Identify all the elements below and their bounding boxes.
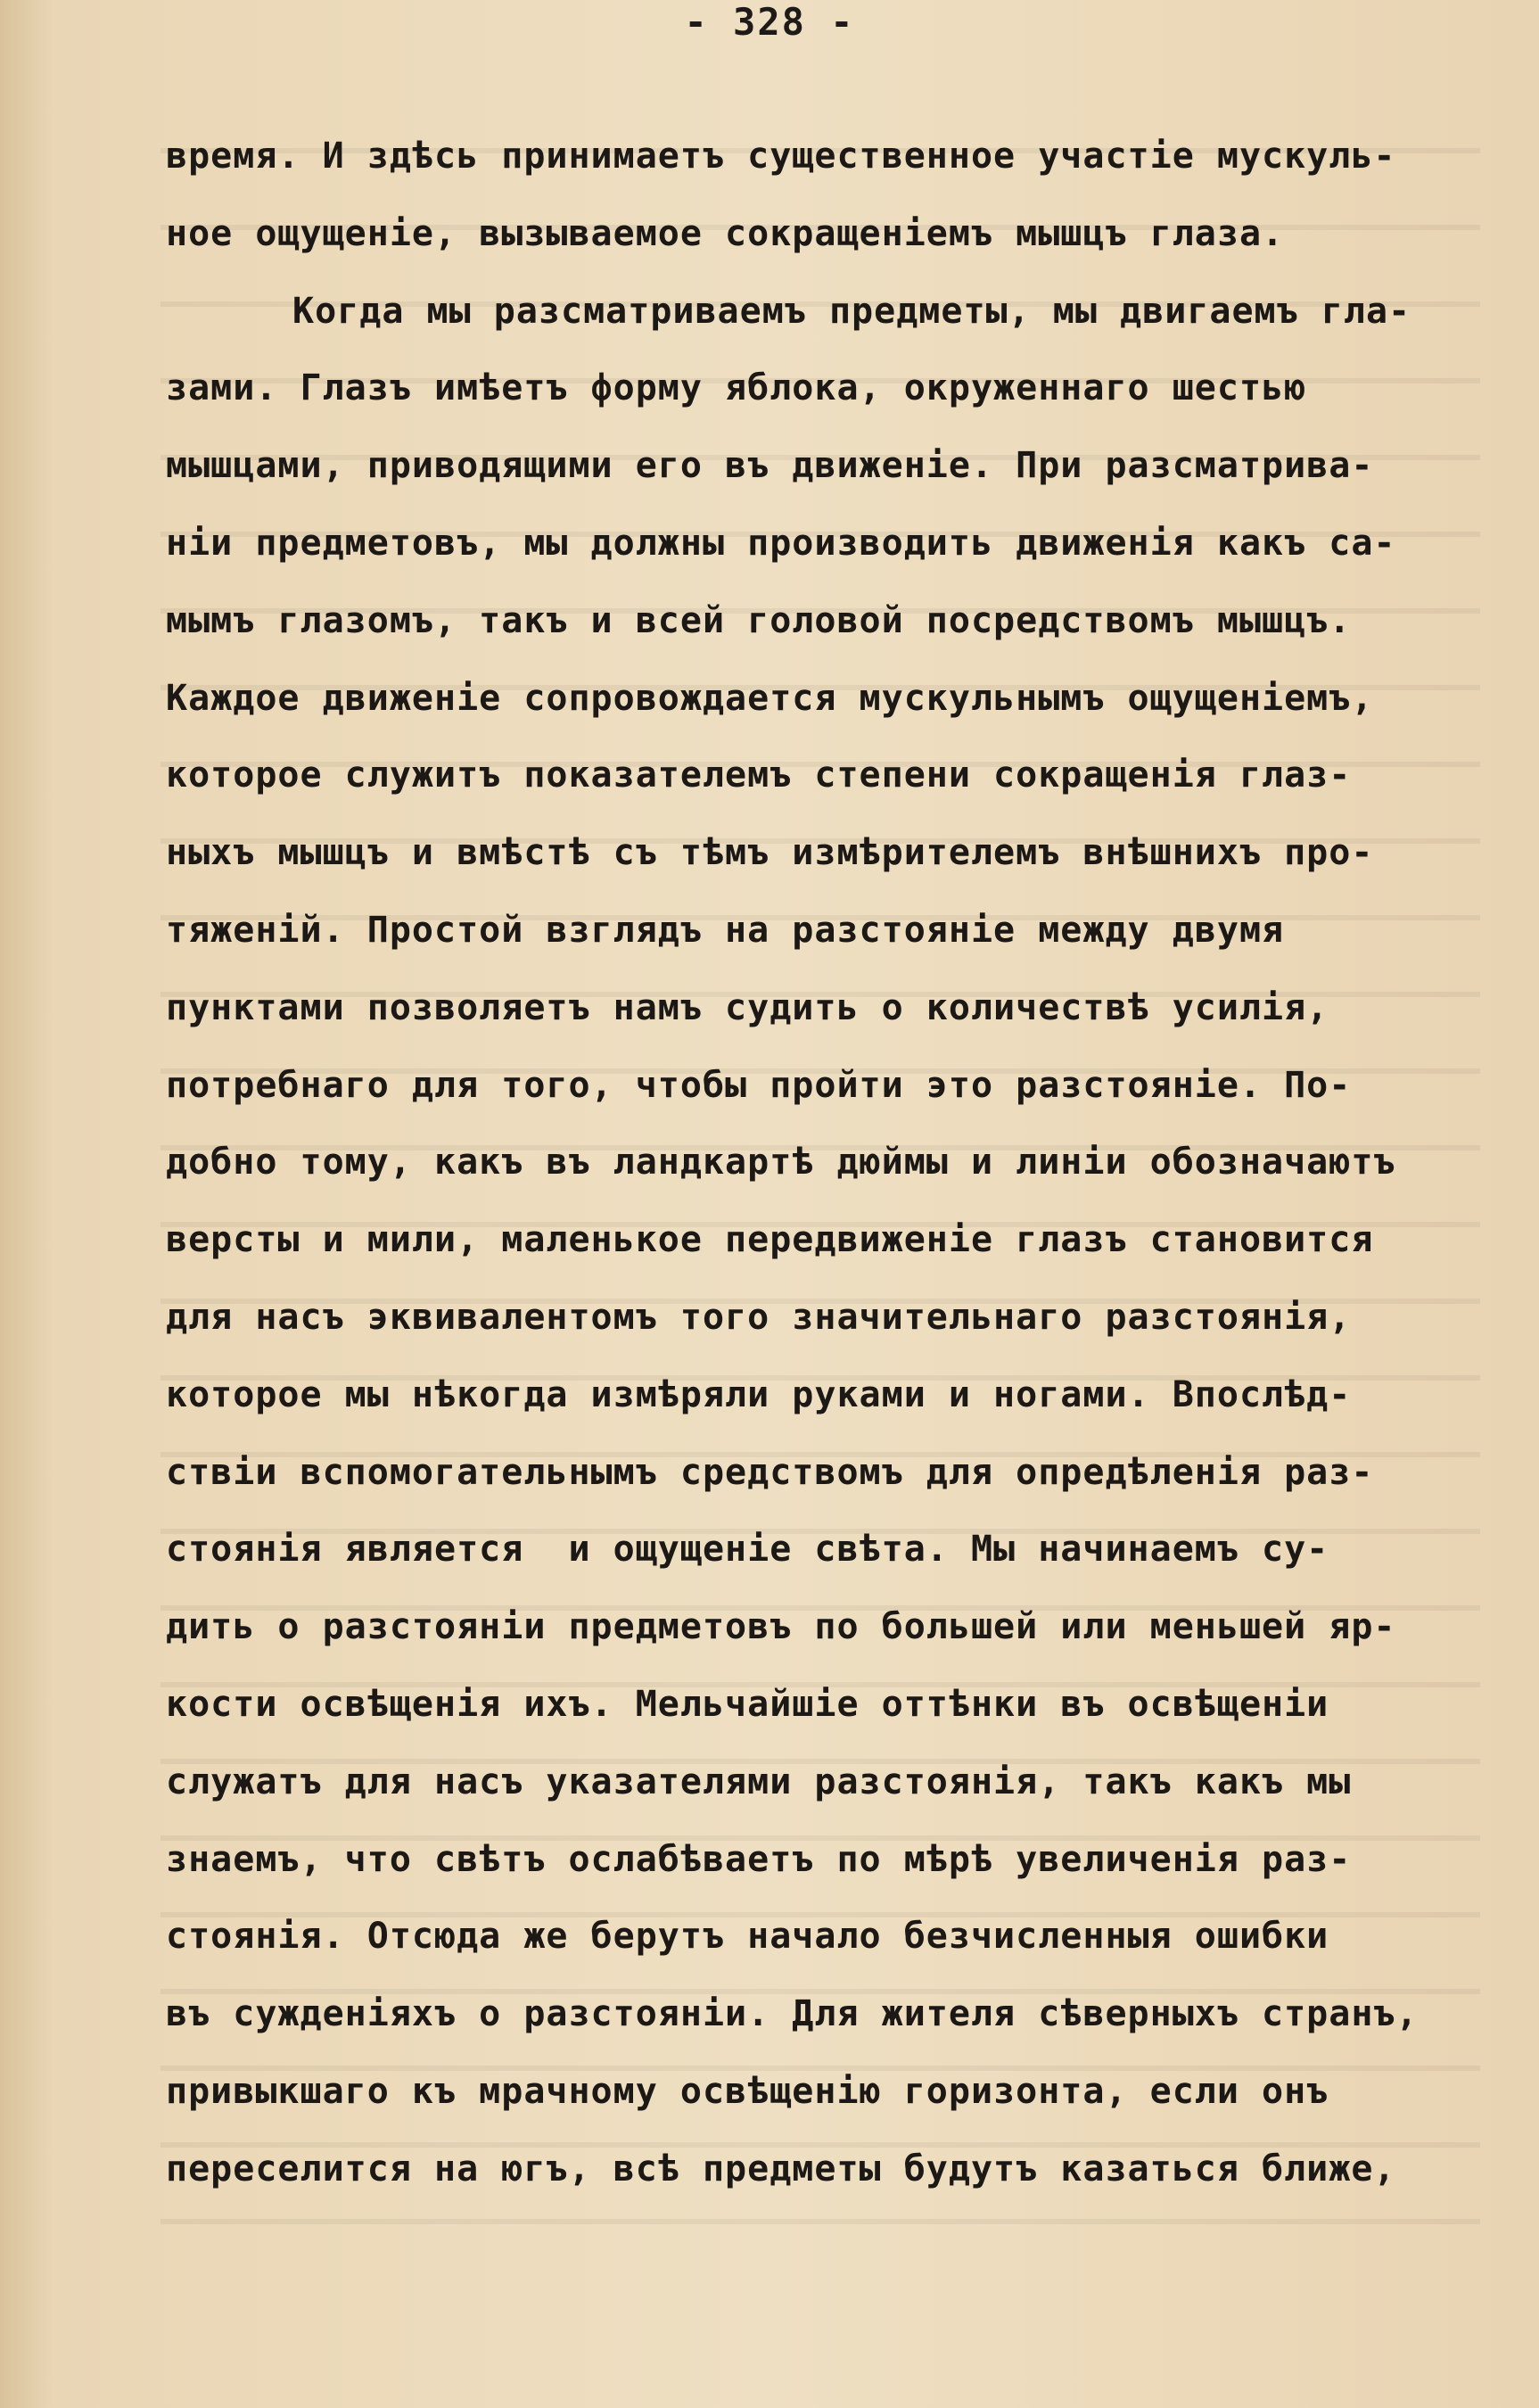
text-line: пунктами позволяетъ намъ судить о количествѣ усилія, [166,986,1329,1028]
text-line: потребнаго для того, чтобы пройти это разстояніе. По- [166,1064,1352,1106]
text-line: привыкшаго къ мрачному освѣщенію горизонта, если онъ [166,2070,1329,2112]
text-line: мышцами, приводящими его въ движеніе. При разсматрива- [166,445,1374,487]
text-line: ное ощущеніе, вызываемое сокращеніемъ мышцъ глаза. [166,212,1285,254]
page-number: - 328 - [684,0,855,44]
text-line: которое мы нѣкогда измѣряли руками и ногами. Впослѣд- [166,1373,1352,1415]
text-line: переселится на югъ, всѣ предметы будутъ казаться ближе, [166,2148,1396,2189]
text-line: версты и мили, маленькое передвиженіе глазъ становится [166,1219,1374,1261]
text-line: Каждое движеніе сопровождается мускульнымъ ощущеніемъ, [166,677,1374,719]
text-line: дить о разстояніи предметовъ по большей или меньшей яр- [166,1606,1396,1648]
text-line: тяженій. Простой взглядъ на разстояніе между двумя [166,909,1285,951]
text-line: въ сужденіяхъ о разстояніи. Для жителя сѣверныхъ странъ, [166,1993,1419,2035]
text-line: которое служитъ показателемъ степени сокращенія глаз- [166,755,1352,796]
text-line: ствіи вспомогательнымъ средствомъ для опредѣленія раз- [166,1451,1374,1493]
text-line: добно тому, какъ въ ландкартѣ дюймы и линіи обозначаютъ [166,1142,1396,1183]
text-line: служатъ для насъ указателями разстоянія, такъ какъ мы [166,1761,1352,1802]
text-line: Когда мы разсматриваемъ предметы, мы двигаемъ гла- [292,290,1411,332]
text-line: мымъ глазомъ, такъ и всей головой посредствомъ мышцъ. [166,599,1352,641]
text-line: время. И здѣсь принимаетъ существенное участіе мускуль- [166,136,1396,177]
text-line: стоянія. Отсюда же берутъ начало безчисленныя ошибки [166,1916,1329,1958]
text-line: ніи предметовъ, мы должны производить движенія какъ са- [166,522,1396,564]
text-line: для насъ эквивалентомъ того значительнаго разстоянія, [166,1296,1352,1338]
text-line: знаемъ, что свѣтъ ослабѣваетъ по мѣрѣ увеличенія раз- [166,1838,1352,1880]
text-line: ныхъ мышцъ и вмѣстѣ съ тѣмъ измѣрителемъ внѣшнихъ про- [166,832,1374,874]
text-line: зами. Глазъ имѣетъ форму яблока, окруженнаго шестью [166,367,1307,409]
text-line: кости освѣщенія ихъ. Мельчайшіе оттѣнки въ освѣщеніи [166,1683,1329,1725]
body-text [166,118,1521,2208]
text-line: стоянія является и ощущеніе свѣта. Мы начинаемъ су- [166,1529,1329,1571]
